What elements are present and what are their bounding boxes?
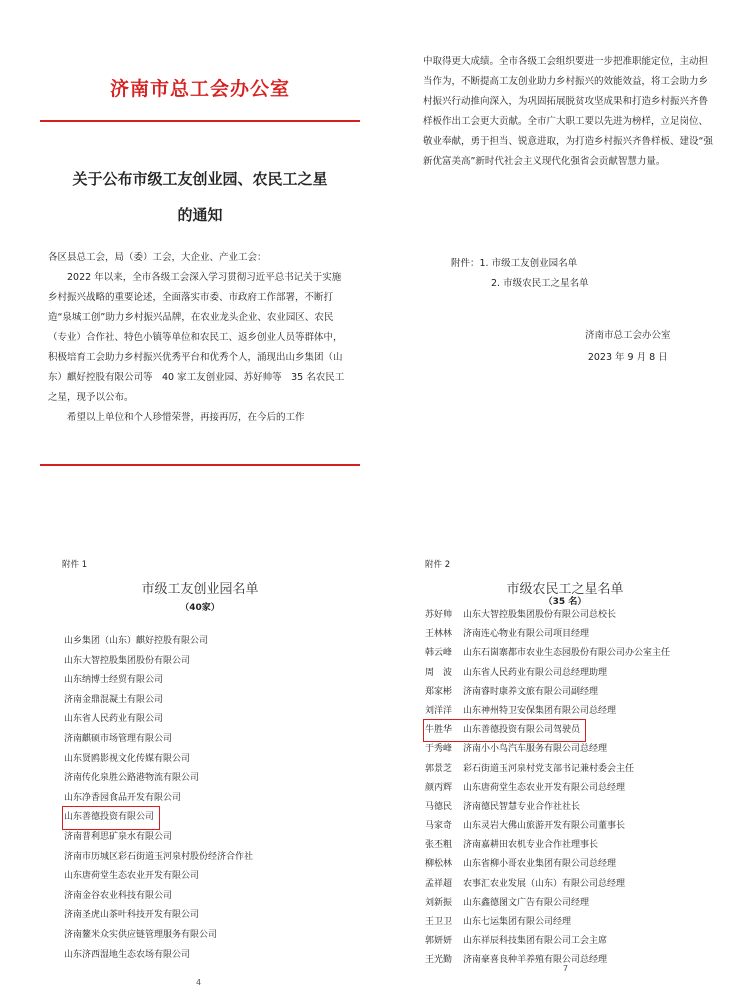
attachment-label: 附件 1 (62, 560, 88, 570)
person-name: 马德民 (425, 801, 453, 812)
person-name: 刘洋洋 (425, 705, 453, 716)
list-item (425, 817, 670, 836)
list-item: 济南传化泉胜公路港物流有限公司 (64, 773, 200, 784)
person-name: 周 波 (425, 667, 453, 678)
person-name: 苏好帅 (425, 610, 453, 620)
person-name: 马家奇 (425, 821, 453, 832)
signature-block (585, 325, 671, 369)
person-organization: 济南连心物业有限公司项目经理 (463, 629, 590, 640)
attachment-count: （40家） (180, 603, 220, 613)
list-item: 济南普利思矿泉水有限公司 (64, 831, 173, 842)
list-item (425, 760, 670, 779)
person-organization: 山东善德投资有限公司驾驶员 (463, 725, 581, 736)
salutation: 各区县总工会，局（委）工会，大企业、产业工会： (48, 252, 267, 263)
list-item: 山东济西湿地生态农场有限公司 (64, 949, 191, 960)
letterhead-rule (40, 120, 360, 122)
list-item (425, 798, 670, 817)
person-name: 郭景芝 (425, 763, 453, 774)
list-item (425, 875, 670, 894)
letterhead-title: 济南市总工会办公室 (109, 78, 290, 100)
list-item (425, 894, 670, 913)
person-name: 韩云峰 (425, 648, 453, 659)
star-list (425, 606, 670, 971)
person-organization: 农事汇农业发展（山东）有限公司总经理 (463, 878, 626, 889)
list-item (425, 779, 670, 798)
person-organization: 山东省柳小哥农业集团有限公司总经理 (463, 859, 617, 870)
list-item (425, 702, 670, 721)
list-item (425, 855, 670, 874)
list-item: 济南市历城区彩石街道玉河泉村股份经济合作社 (64, 851, 254, 862)
list-item (425, 913, 670, 932)
list-item (425, 951, 670, 970)
footer-rule (40, 464, 360, 466)
page-number: 7 (563, 964, 569, 973)
list-item (425, 664, 670, 683)
notice-title-line2: 的通知 (177, 206, 223, 224)
person-name: 牛胜华 (425, 725, 453, 736)
park-list (64, 632, 253, 965)
paragraph-1: 2022 年以来，全市各级工会深入学习贯彻习近平总书记关于实施乡村振兴战略的重要论述，全面落实市委、市政府工作部署，不断打造“泉城工创”助力乡村振兴品牌，在农业龙头企业、农业园区、农民（专业）合作社、特色小镇等单位和农民工、返乡创业人员等群体中，积极培育工会助力乡村振兴优秀平台和优秀个人，涌现出山乡集团（山东）麒好控股有限公司等 40 家工友创业园、苏好帅等 35 名农民工之星，现予以公布。 (48, 272, 345, 403)
list-item: 济南金谷农业科技有限公司 (64, 890, 173, 901)
list-item: 山东省人民药业有限公司 (64, 714, 164, 725)
person-organization: 山东鑫德图文广告有限公司经理 (463, 897, 590, 908)
notice-body (48, 248, 348, 428)
person-name: 柳松林 (425, 859, 453, 870)
list-item: 山东纳博士经贸有限公司 (64, 675, 164, 686)
person-name: 王光勤 (425, 955, 453, 966)
attachments-list (451, 254, 589, 294)
person-name: 刘新振 (425, 897, 453, 908)
list-item: 山东贤鸥影视文化传媒有限公司 (64, 753, 191, 764)
person-organization: 山东大智控股集团股份有限公司总校长 (463, 610, 617, 620)
attachment-count: （35 名） (543, 597, 587, 607)
date: 2023 年 9 月 8 日 (587, 352, 668, 363)
attachment-1-page (40, 548, 360, 988)
person-organization: 彩石街道玉河泉村党支部书记兼村委会主任 (463, 763, 635, 774)
list-item (425, 740, 670, 759)
person-organization: 济南德民智慧专业合作社社长 (463, 801, 581, 812)
letter-page-2 (405, 40, 715, 480)
signature: 济南市总工会办公室 (585, 330, 671, 341)
person-organization: 山东唐荷堂生态农业开发有限公司总经理 (463, 782, 626, 793)
list-item: 山东净香园食品开发有限公司 (64, 792, 182, 803)
list-item: 山乡集团（山东）麒好控股有限公司 (64, 636, 209, 646)
notice-title-line1: 关于公布市级工友创业园、农民工之星 (72, 170, 328, 188)
list-item: 济南鳌米众实供应链管理服务有限公司 (64, 929, 218, 940)
list-item: 济南麒硕市场管理有限公司 (64, 733, 173, 744)
person-name: 郑家彬 (425, 686, 453, 697)
paragraph-2: 希望以上单位和个人珍惜荣誉，再接再厉，在今后的工作 (67, 412, 305, 423)
person-name: 孟祥超 (425, 878, 453, 889)
attachment-item-2: 2. 市级农民工之星名单 (491, 278, 589, 289)
attachment-title: 市级农民工之星名单 (506, 582, 624, 597)
list-item (425, 836, 670, 855)
letter-page (40, 40, 360, 480)
attachment-title: 市级工友创业园名单 (141, 582, 259, 597)
list-item (425, 625, 670, 644)
person-name: 王林林 (425, 629, 453, 640)
person-organization: 山东神州特卫安保集团有限公司总经理 (463, 705, 617, 716)
person-organization: 山东灵岩大佛山旅游开发有限公司董事长 (463, 821, 626, 832)
list-item: 山东大智控股集团股份有限公司 (64, 655, 191, 666)
list-item-highlighted (425, 721, 584, 740)
list-item: 济南圣虎山茶叶科技开发有限公司 (64, 910, 200, 921)
person-name: 王卫卫 (425, 917, 453, 927)
person-organization: 山东石崮寨都市农业生态园股份有限公司办公室主任 (463, 648, 671, 659)
person-name: 颜丙辉 (425, 782, 453, 793)
continuation-text: 中取得更大成绩。全市各级工会组织要进一步把准职能定位，主动担当作为，不断提高工友创业助力乡村振兴的效能效益，将工会助力乡村振兴行动推向深入，为巩固拓展脱贫攻坚成果和打造乡村振兴齐鲁样板作出工会更大贡献。全市广大职工要以先进为榜样，立足岗位、敬业奉献，勇于担当、锐意进取，为打造乡村振兴齐鲁样板、建设“强新优富美高”新时代社会主义现代化强省会贡献智慧力量。 (423, 56, 713, 167)
list-item (425, 932, 670, 951)
person-organization: 济南睿时康养文旅有限公司副经理 (463, 686, 599, 697)
page-number: 4 (196, 978, 202, 987)
person-name: 于秀峰 (425, 744, 453, 755)
person-organization: 济南豪喜良种羊养殖有限公司总经理 (463, 955, 608, 966)
person-name: 张丕粗 (425, 840, 453, 851)
list-item (425, 606, 670, 625)
person-name: 郭妍妍 (425, 936, 453, 947)
attachment-2-page (405, 548, 725, 988)
person-organization: 山东省人民药业有限公司总经理助理 (463, 667, 608, 678)
list-item (425, 644, 670, 663)
list-item: 济南金鼎混凝土有限公司 (64, 694, 164, 705)
attachment-item-1: 附件：1. 市级工友创业园名单 (451, 258, 578, 269)
person-organization: 山东祥辰科技集团有限公司工会主席 (463, 936, 608, 947)
list-item-highlighted: 山东善德投资有限公司 (64, 808, 158, 828)
list-item (425, 683, 670, 702)
person-organization: 济南小小鸟汽车服务有限公司总经理 (463, 744, 608, 755)
attachment-label: 附件 2 (425, 560, 451, 570)
person-organization: 山东七运集团有限公司经理 (463, 917, 572, 927)
list-item: 山东唐荷堂生态农业开发有限公司 (64, 871, 200, 882)
person-organization: 济南嘉耕田农机专业合作社理事长 (463, 840, 599, 851)
